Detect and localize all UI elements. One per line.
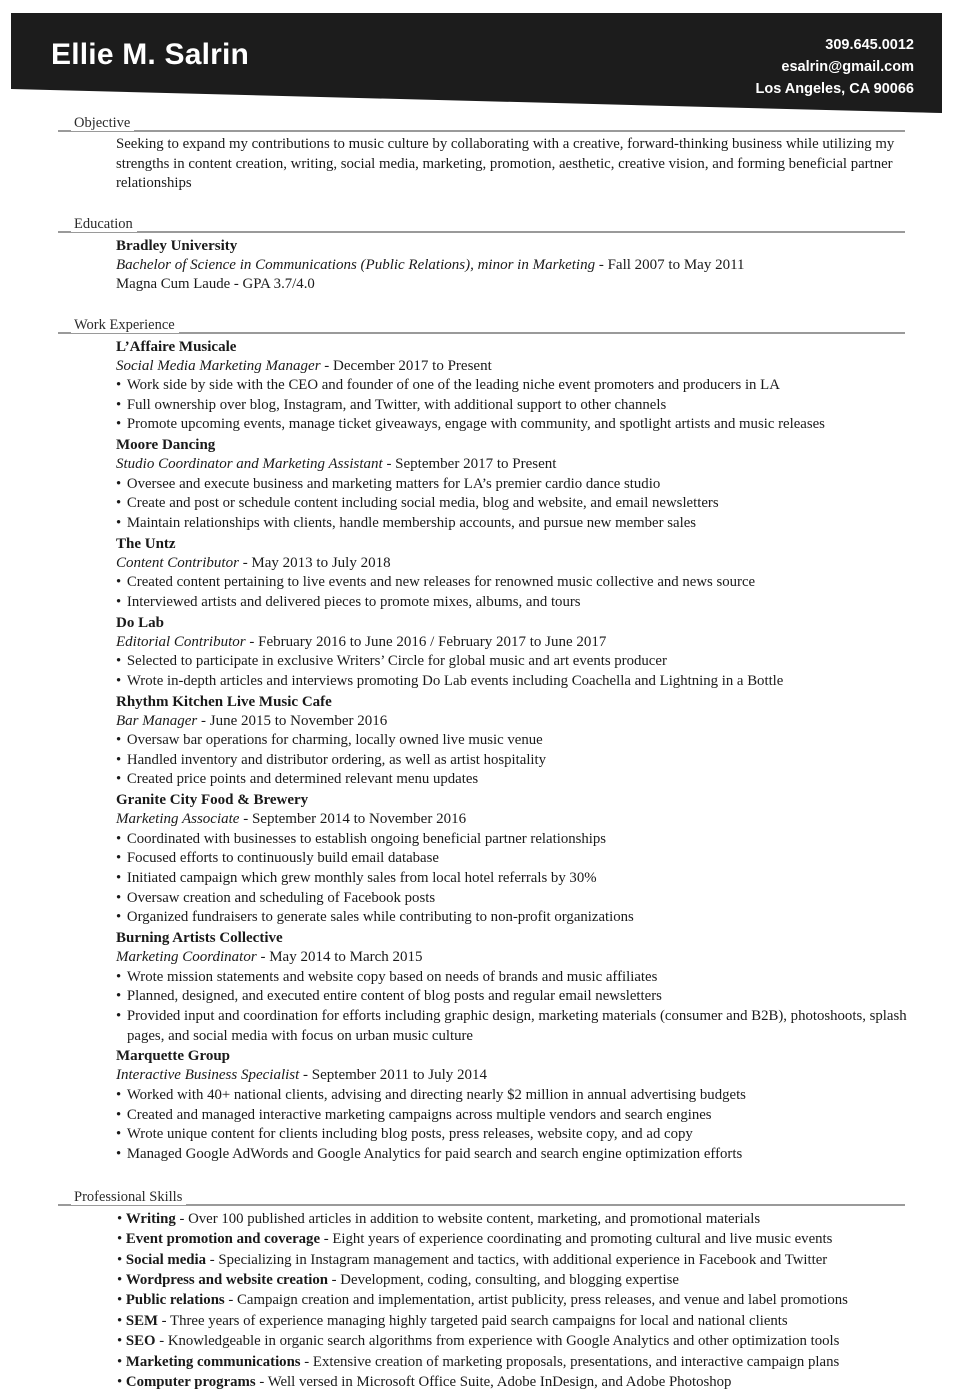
work-bullet bbox=[116, 869, 915, 889]
section-divider bbox=[58, 130, 905, 132]
work-entry-dates: - May 2013 to July 2018 bbox=[238, 554, 391, 571]
work-entry-bullets bbox=[116, 573, 915, 612]
skills-list bbox=[0, 1207, 960, 1392]
work-entry-role: Bar Manager bbox=[116, 712, 198, 729]
work-entry-org: L’Affaire Musicale bbox=[116, 338, 237, 355]
contact-block bbox=[756, 34, 915, 100]
skill-title: SEO bbox=[125, 1333, 156, 1350]
work-entry-role: Interactive Business Specialist bbox=[116, 1067, 300, 1084]
bullet-icon: • bbox=[116, 909, 127, 926]
work-entry bbox=[116, 928, 915, 1046]
skill-description: - Campaign creation and implementation, artist publicity, press releases, and venue and label promotions bbox=[224, 1292, 848, 1309]
work-entry-dates: - May 2014 to March 2015 bbox=[256, 949, 423, 966]
work-bullet bbox=[116, 1086, 915, 1106]
work-bullet-text: Managed Google AdWords and Google Analytics for paid search and search engine optimization efforts bbox=[126, 1146, 743, 1163]
skill-item bbox=[117, 1372, 915, 1392]
bullet-icon: • bbox=[117, 1251, 126, 1268]
resume-body bbox=[0, 113, 960, 1392]
work-entry-role: Editorial Contributor bbox=[116, 633, 246, 650]
objective-body bbox=[0, 133, 960, 194]
skill-item bbox=[117, 1270, 915, 1290]
work-bullet-text: Planned, designed, and executed entire content of blog posts and regular email newsletters bbox=[126, 988, 662, 1005]
work-bullet bbox=[116, 889, 915, 909]
skill-item bbox=[117, 1290, 915, 1310]
work-entry-dates: - September 2014 to November 2016 bbox=[239, 811, 467, 828]
work-entry-role: Studio Coordinator and Marketing Assistant bbox=[116, 456, 383, 473]
skill-item bbox=[117, 1352, 915, 1372]
bullet-icon: • bbox=[116, 1106, 127, 1123]
work-bullet bbox=[116, 731, 915, 751]
work-entry-dates: - June 2015 to November 2016 bbox=[197, 712, 388, 729]
bullet-icon: • bbox=[116, 1146, 127, 1163]
skill-item bbox=[117, 1229, 915, 1249]
spacer bbox=[0, 194, 960, 214]
work-bullet bbox=[116, 987, 915, 1007]
work-bullet bbox=[116, 1007, 915, 1046]
bullet-icon: • bbox=[116, 771, 127, 788]
work-entry-bullets bbox=[116, 376, 915, 435]
work-bullet bbox=[116, 908, 915, 928]
section-objective bbox=[0, 113, 960, 194]
work-entry bbox=[116, 534, 915, 613]
work-entry-role-line bbox=[116, 357, 915, 377]
work-bullet bbox=[116, 652, 915, 672]
work-entry bbox=[116, 692, 915, 791]
bullet-icon: • bbox=[116, 870, 127, 887]
work-entry-org: Granite City Food & Brewery bbox=[116, 792, 309, 809]
objective-text: Seeking to expand my contributions to music culture by collaborating with a creative, forward-thinking business while utilizing my strengths in content creation, writing, social media, marketing, promotion, aesthetic, creative vision, and forming beneficial partner relationships bbox=[116, 136, 895, 191]
work-bullet-text: Wrote mission statements and website copy based on needs of brands and music affiliates bbox=[126, 968, 658, 985]
work-entry-org: Marquette Group bbox=[116, 1048, 231, 1065]
work-bullet bbox=[116, 849, 915, 869]
work-bullet-text: Coordinated with businesses to establish ongoing beneficial partner relationships bbox=[126, 830, 607, 847]
work-entry-bullets bbox=[116, 652, 915, 691]
education-honors: Magna Cum Laude - GPA 3.7/4.0 bbox=[116, 276, 315, 292]
work-bullet bbox=[116, 415, 915, 435]
skill-description: - Three years of experience managing highly targeted paid search campaigns for local and national clients bbox=[157, 1312, 788, 1329]
bullet-icon: • bbox=[117, 1333, 126, 1350]
bullet-icon: • bbox=[116, 1008, 127, 1025]
work-bullet-text: Create and post or schedule content including social media, blog and website, and email newsletters bbox=[126, 495, 719, 512]
work-bullet-text: Handled inventory and distributor ordering, as well as artist hospitality bbox=[126, 751, 547, 768]
work-entry-bullets bbox=[116, 1086, 915, 1165]
work-entry bbox=[116, 790, 915, 928]
work-entry bbox=[116, 337, 915, 436]
work-entry-role-line bbox=[116, 1066, 915, 1086]
education-dates: - Fall 2007 to May 2011 bbox=[595, 256, 745, 273]
section-title-skills: Professional Skills bbox=[71, 1189, 186, 1205]
bullet-icon: • bbox=[116, 988, 127, 1005]
work-entry-role: Social Media Marketing Manager bbox=[116, 357, 321, 374]
work-bullet bbox=[116, 751, 915, 771]
skill-title: Event promotion and coverage bbox=[125, 1231, 321, 1248]
bullet-icon: • bbox=[116, 515, 127, 532]
work-bullet bbox=[116, 494, 915, 514]
skill-item bbox=[117, 1331, 915, 1351]
section-title-work: Work Experience bbox=[71, 317, 179, 333]
work-entry-dates: - February 2016 to June 2016 / February 2017 to June 2017 bbox=[245, 633, 607, 650]
bullet-icon: • bbox=[116, 968, 127, 985]
work-entry-role-line bbox=[116, 948, 915, 968]
work-entry-org: Burning Artists Collective bbox=[116, 930, 283, 947]
work-bullet bbox=[116, 830, 915, 850]
section-divider bbox=[58, 231, 905, 233]
work-entry-role: Marketing Coordinator bbox=[116, 949, 257, 966]
work-bullet-text: Created and managed interactive marketing campaigns across multiple vendors and search engines bbox=[126, 1106, 712, 1123]
work-bullet bbox=[116, 1145, 915, 1165]
work-entry-role: Content Contributor bbox=[116, 554, 239, 571]
bullet-icon: • bbox=[116, 475, 127, 492]
bullet-icon: • bbox=[116, 574, 127, 591]
bullet-icon: • bbox=[116, 850, 127, 867]
skill-description: - Specializing in Instagram management and tactics, with additional experience in Facebook and Twitter bbox=[206, 1251, 828, 1268]
bullet-icon: • bbox=[116, 1126, 127, 1143]
work-bullet bbox=[116, 1125, 915, 1145]
work-bullet bbox=[116, 770, 915, 790]
work-entry-role-line bbox=[116, 455, 915, 475]
skill-item bbox=[117, 1209, 915, 1229]
work-bullet bbox=[116, 376, 915, 396]
work-entry-org: Moore Dancing bbox=[116, 437, 216, 454]
work-entries bbox=[0, 335, 960, 1165]
bullet-icon: • bbox=[117, 1210, 126, 1227]
work-bullet-text: Selected to participate in exclusive Writers’ Circle for global music and art events producer bbox=[126, 653, 667, 670]
work-entry-bullets bbox=[116, 968, 915, 1047]
work-bullet bbox=[116, 593, 915, 613]
section-header-education bbox=[58, 214, 905, 234]
skill-title: Writing bbox=[125, 1210, 176, 1227]
section-work-experience bbox=[0, 315, 960, 1165]
work-entry-bullets bbox=[116, 475, 915, 534]
work-bullet-text: Created price points and determined relevant menu updates bbox=[126, 771, 479, 788]
bullet-icon: • bbox=[116, 495, 127, 512]
bullet-icon: • bbox=[116, 1086, 127, 1103]
section-divider bbox=[58, 332, 905, 334]
bullet-icon: • bbox=[116, 751, 127, 768]
work-entry-role-line bbox=[116, 810, 915, 830]
skill-description: - Over 100 published articles in addition to website content, marketing, and promotional materials bbox=[175, 1210, 761, 1227]
skill-title: Wordpress and website creation bbox=[125, 1272, 328, 1288]
work-bullet-text: Oversee and execute business and marketing matters for LA’s premier cardio dance studio bbox=[126, 475, 661, 492]
contact-email: esalrin@gmail.com bbox=[781, 59, 914, 75]
work-entry bbox=[116, 613, 915, 692]
work-entry-dates: - September 2011 to July 2014 bbox=[299, 1067, 488, 1084]
work-entry-role-line bbox=[116, 633, 915, 653]
contact-phone: 309.645.0012 bbox=[825, 37, 914, 53]
work-entry-org: Rhythm Kitchen Live Music Cafe bbox=[116, 693, 332, 710]
work-entry-role-line bbox=[116, 554, 915, 574]
work-bullet bbox=[116, 672, 915, 692]
work-bullet bbox=[116, 573, 915, 593]
work-entry-dates: - September 2017 to Present bbox=[382, 456, 557, 473]
skill-description: - Development, coding, consulting, and blogging expertise bbox=[327, 1272, 679, 1288]
work-bullet-text: Worked with 40+ national clients, advising and directing nearly $2 million in annual advertising budgets bbox=[126, 1086, 746, 1103]
bullet-icon: • bbox=[116, 377, 127, 393]
work-bullet-text: Focused efforts to continuously build email database bbox=[126, 850, 439, 867]
work-bullet bbox=[116, 968, 915, 988]
section-header-work bbox=[58, 315, 905, 335]
bullet-icon: • bbox=[116, 672, 127, 689]
bullet-icon: • bbox=[116, 732, 127, 749]
bullet-icon: • bbox=[116, 889, 127, 906]
bullet-icon: • bbox=[117, 1353, 126, 1370]
bullet-icon: • bbox=[117, 1231, 126, 1248]
education-degree-line bbox=[116, 256, 915, 276]
work-bullet-text: Wrote in-depth articles and interviews promoting Do Lab events including Coachella and Lightning in a Bottle bbox=[126, 672, 784, 689]
bullet-icon: • bbox=[117, 1292, 126, 1309]
work-entry-role: Marketing Associate bbox=[116, 811, 240, 828]
work-bullet-text: Provided input and coordination for efforts including graphic design, marketing materials (consumer and B2B), photoshoots, splash pages, and social media with focus on urban music culture bbox=[126, 1008, 907, 1044]
education-body bbox=[0, 234, 960, 295]
section-header-objective bbox=[58, 113, 905, 133]
skill-item bbox=[117, 1311, 915, 1331]
spacer bbox=[0, 1165, 960, 1187]
work-bullet-text: Maintain relationships with clients, handle membership accounts, and pursue new member sales bbox=[126, 515, 697, 532]
bullet-icon: • bbox=[117, 1312, 126, 1329]
work-bullet bbox=[116, 514, 915, 534]
work-entry bbox=[116, 1046, 915, 1164]
work-bullet-text: Initiated campaign which grew monthly sales from local hotel referrals by 30% bbox=[126, 870, 597, 887]
bullet-icon: • bbox=[116, 396, 127, 413]
work-entry-role-line bbox=[116, 712, 915, 732]
section-education bbox=[0, 214, 960, 295]
skill-title: Social media bbox=[125, 1251, 207, 1268]
education-degree: Bachelor of Science in Communications (Public Relations), minor in Marketing bbox=[116, 256, 596, 273]
work-entry-bullets bbox=[116, 731, 915, 790]
work-bullet-text: Promote upcoming events, manage ticket giveaways, engage with community, and spotlight artists and music releases bbox=[126, 416, 825, 433]
education-school: Bradley University bbox=[116, 237, 238, 254]
skill-title: Computer programs bbox=[125, 1374, 256, 1391]
spacer bbox=[0, 295, 960, 315]
candidate-name: Ellie M. Salrin bbox=[51, 38, 250, 71]
skill-title: SEM bbox=[125, 1312, 158, 1329]
skill-description: - Well versed in Microsoft Office Suite, Adobe InDesign, and Adobe Photoshop bbox=[255, 1374, 732, 1391]
skill-item bbox=[117, 1250, 915, 1270]
work-bullet-text: Full ownership over blog, Instagram, and Twitter, with additional support to other channels bbox=[126, 396, 667, 413]
work-entry bbox=[116, 435, 915, 534]
bullet-icon: • bbox=[116, 653, 127, 670]
bullet-icon: • bbox=[116, 830, 127, 847]
work-bullet-text: Wrote unique content for clients including blog posts, press releases, website copy, and ad copy bbox=[126, 1126, 693, 1143]
header-banner bbox=[11, 13, 942, 113]
section-header-skills bbox=[58, 1187, 905, 1207]
work-entry-bullets bbox=[116, 830, 915, 929]
skill-description: - Knowledgeable in organic search algorithms from experience with Google Analytics and other optimization tools bbox=[155, 1333, 840, 1350]
work-bullet-text: Interviewed artists and delivered pieces to promote mixes, albums, and tours bbox=[126, 593, 581, 610]
skill-description: - Eight years of experience coordinating and promoting cultural and live music events bbox=[320, 1231, 833, 1248]
section-title-education: Education bbox=[71, 216, 137, 232]
skill-title: Marketing communications bbox=[125, 1353, 301, 1370]
contact-location: Los Angeles, CA 90066 bbox=[755, 81, 914, 97]
bullet-icon: • bbox=[116, 593, 127, 610]
work-bullet-text: Oversaw bar operations for charming, locally owned live music venue bbox=[126, 732, 543, 749]
work-entry-dates: - December 2017 to Present bbox=[320, 357, 492, 374]
work-bullet-text: Oversaw creation and scheduling of Facebook posts bbox=[126, 889, 436, 906]
bullet-icon: • bbox=[117, 1374, 126, 1391]
section-title-objective: Objective bbox=[71, 115, 134, 131]
work-bullet bbox=[116, 475, 915, 495]
skill-description: - Extensive creation of marketing proposals, presentations, and interactive campaign plans bbox=[300, 1353, 840, 1370]
work-bullet bbox=[116, 396, 915, 416]
section-skills bbox=[0, 1187, 960, 1392]
work-bullet-text: Work side by side with the CEO and founder of one of the leading niche event promoters and producers in LA bbox=[126, 377, 780, 393]
work-entry-org: Do Lab bbox=[116, 614, 164, 631]
work-bullet-text: Organized fundraisers to generate sales while contributing to non-profit organizations bbox=[126, 909, 634, 926]
bullet-icon: • bbox=[116, 416, 127, 433]
skill-title: Public relations bbox=[125, 1292, 225, 1309]
work-bullet-text: Created content pertaining to live events and new releases for renowned music collective and news source bbox=[126, 574, 756, 591]
bullet-icon: • bbox=[117, 1272, 126, 1288]
work-entry-org: The Untz bbox=[116, 535, 176, 552]
work-bullet bbox=[116, 1106, 915, 1126]
